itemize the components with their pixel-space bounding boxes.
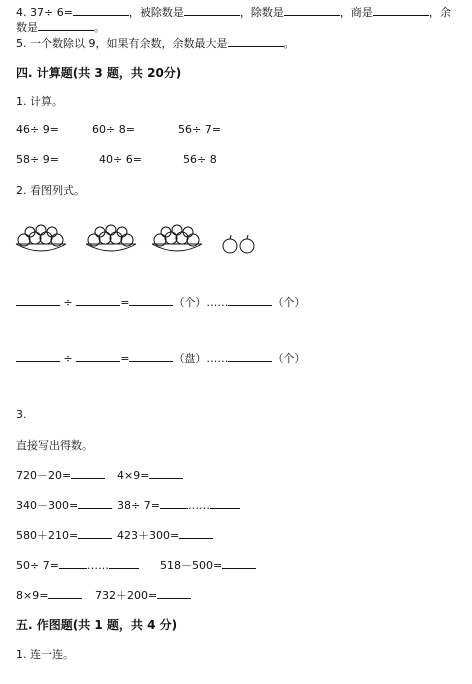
problem-5-label: 1. 连一连。 xyxy=(16,648,74,661)
equation-row-2 xyxy=(16,350,305,366)
q5-text: 5. 一个数除以 9，如果有余数，余数最大是 xyxy=(16,37,228,50)
ellipsis: …… xyxy=(187,499,210,512)
answer-blank[interactable] xyxy=(16,294,60,306)
calc-item: 518－500= xyxy=(160,559,223,572)
q4-text-remainder: ，余 xyxy=(428,6,451,19)
q4-line2-text: 数是 xyxy=(16,21,38,34)
equals-sign: = xyxy=(120,296,130,309)
unit-text: （个） xyxy=(272,352,306,365)
calc-item: 8×9= xyxy=(16,589,49,602)
calc-item: 423＋300= xyxy=(117,529,180,542)
mental-calc-row xyxy=(16,497,112,513)
answer-blank[interactable] xyxy=(228,294,272,306)
equals-sign: = xyxy=(120,352,130,365)
answer-blank[interactable] xyxy=(284,4,340,16)
question-4-line2 xyxy=(16,19,105,35)
q4-prefix: 4. 37÷ 6= xyxy=(16,6,73,19)
answer-blank[interactable] xyxy=(78,497,112,509)
calc-item: 580＋210= xyxy=(16,529,79,542)
problem-1-label: 1. 计算。 xyxy=(16,95,63,108)
answer-blank[interactable] xyxy=(149,467,183,479)
mental-calc-row xyxy=(16,557,139,572)
answer-blank[interactable] xyxy=(76,350,120,362)
calc-item: 50÷ 7= xyxy=(16,559,59,572)
problem-2-label: 2. 看图列式。 xyxy=(16,184,85,197)
answer-blank[interactable] xyxy=(48,587,82,599)
calc-item: 4×9= xyxy=(117,469,150,482)
answer-blank[interactable] xyxy=(228,350,272,362)
mental-calc-row xyxy=(117,467,183,482)
q4-end: 。 xyxy=(94,21,105,34)
calc-item: 56÷ 7= xyxy=(178,123,221,136)
equation-row-1 xyxy=(16,294,305,310)
unit-text: （个）…… xyxy=(173,296,229,309)
answer-blank[interactable] xyxy=(129,294,173,306)
apple-plates-picture xyxy=(14,222,274,262)
calc-item: 732＋200= xyxy=(95,589,158,602)
calc-item: 58÷ 9= xyxy=(16,153,59,166)
answer-blank[interactable] xyxy=(71,467,105,479)
answer-blank[interactable] xyxy=(129,350,173,362)
answer-blank[interactable] xyxy=(59,557,87,569)
calc-item: 46÷ 9= xyxy=(16,123,59,136)
q4-text-quotient: ，商是 xyxy=(339,6,373,19)
problem-3-label: 直接写出得数。 xyxy=(16,439,93,452)
calc-item: 40÷ 6= xyxy=(99,153,142,166)
loose-apples xyxy=(223,235,254,253)
answer-blank[interactable] xyxy=(160,497,188,509)
divide-sign: ÷ xyxy=(63,352,73,365)
unit-text: （个） xyxy=(272,296,306,309)
answer-blank[interactable] xyxy=(184,4,240,16)
mental-calc-row xyxy=(160,557,256,573)
question-4 xyxy=(16,4,451,20)
calc-item: 720－20= xyxy=(16,469,72,482)
mental-calc-row xyxy=(16,587,82,602)
ellipsis: …… xyxy=(86,559,109,572)
answer-blank[interactable] xyxy=(210,497,240,509)
calc-item: 38÷ 7= xyxy=(117,499,160,512)
section-5-title: 五. 作图题(共 1 题，共 4 分) xyxy=(16,618,178,632)
answer-blank[interactable] xyxy=(78,527,112,539)
answer-blank[interactable] xyxy=(228,35,284,47)
section-4-title: 四. 计算题(共 3 题，共 20分) xyxy=(16,66,182,80)
mental-calc-row xyxy=(16,527,112,543)
answer-blank[interactable] xyxy=(373,4,429,16)
calc-item: 340－300= xyxy=(16,499,79,512)
answer-blank[interactable] xyxy=(16,350,60,362)
q4-text-divisor: ，除数是 xyxy=(239,6,284,19)
q4-text-dividend: ，被除数是 xyxy=(128,6,184,19)
answer-blank[interactable] xyxy=(38,19,94,31)
apples-on-plates-illustration xyxy=(14,222,274,262)
answer-blank[interactable] xyxy=(109,557,139,569)
mental-calc-row xyxy=(95,587,191,603)
unit-text: （盘）…… xyxy=(173,352,229,365)
answer-blank[interactable] xyxy=(73,4,129,16)
plate-1 xyxy=(16,225,66,251)
mental-calc-row xyxy=(117,527,213,543)
calc-item: 56÷ 8 xyxy=(183,153,217,166)
plate-3 xyxy=(152,225,202,251)
mental-calc-row xyxy=(16,467,105,483)
q5-end: 。 xyxy=(283,37,295,50)
answer-blank[interactable] xyxy=(157,587,191,599)
answer-blank[interactable] xyxy=(222,557,256,569)
answer-blank[interactable] xyxy=(179,527,213,539)
answer-blank[interactable] xyxy=(76,294,120,306)
mental-calc-row xyxy=(117,497,240,512)
question-5 xyxy=(16,35,295,51)
calc-item: 60÷ 8= xyxy=(92,123,135,136)
plate-2 xyxy=(86,225,136,251)
problem-3-number: 3. xyxy=(16,408,27,421)
divide-sign: ÷ xyxy=(63,296,73,309)
